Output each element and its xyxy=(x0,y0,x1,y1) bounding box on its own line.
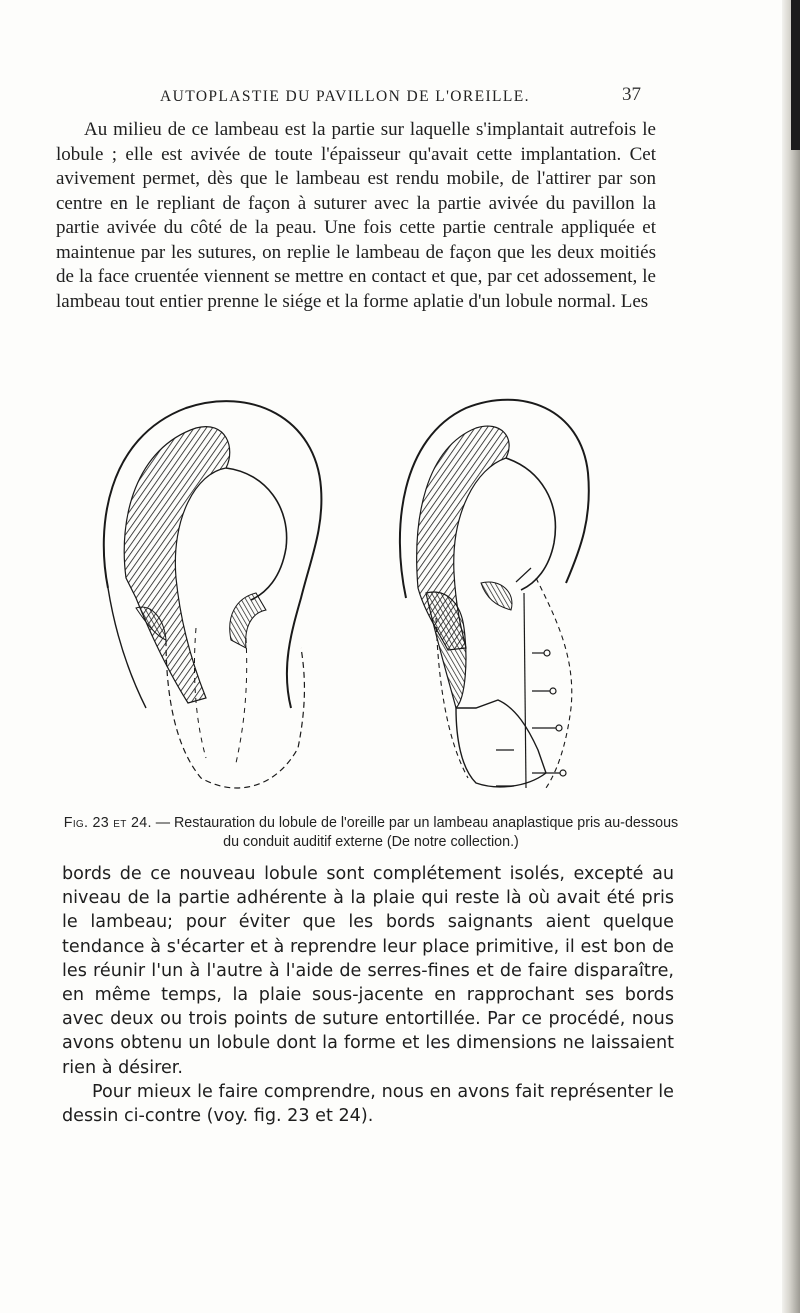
right-antihelix xyxy=(506,458,555,590)
left-concha-shading xyxy=(230,593,266,648)
right-concha-shading xyxy=(426,592,466,708)
page-header xyxy=(0,84,800,114)
figure-23-ear xyxy=(104,401,322,788)
body-paragraph-2: Pour mieux le faire comprendre, nous en avons fait représenter le dessin ci-contre (voy. fig. 23 et 24). xyxy=(62,1081,674,1127)
left-antihelix xyxy=(226,468,287,600)
right-flap-dotted-right xyxy=(536,578,572,788)
top-paragraph-block xyxy=(56,118,656,314)
left-flap-inner-dotted-2 xyxy=(236,638,247,763)
right-new-lobule xyxy=(456,700,546,787)
figure-caption xyxy=(60,814,682,852)
page-number: 37 xyxy=(622,84,641,105)
body-paragraph-1: bords de ce nouveau lobule sont complétement isolés, excepté au niveau de la partie adhérente à la plaie qui reste là où avait été pris le lambeau; pour éviter que les bords saignants aient quelque tendance à s'écarter et à reprendre leur place primitive, il est bon de les réunir l'un à l'autre à l'aide de serres-fines et de faire disparaître, en même temps, la plaie sous-jacente en rapprochant ses bords avec deux ou trois points de suture entortillée. Par ce procédé, nous avons obtenu un lobule dont la forme et les dimensions ne laissaient rien à désirer. xyxy=(62,864,674,1078)
left-helix-shading xyxy=(124,427,230,703)
running-head: AUTOPLASTIE DU PAVILLON DE L'OREILLE. xyxy=(160,88,530,105)
body-text xyxy=(62,862,674,1128)
page-edge-binding xyxy=(791,0,800,150)
top-paragraph: Au milieu de ce lambeau est la partie sur laquelle s'implantait autrefois le lobule ; elle est avivée de toute l'épaisseur qu'avait cette implantation. Cet avivement permet, dès que le lambeau est rendu mobile, de l'attirer par son centre en le repliant de façon à suturer avec la partie avivée du pavillon la partie avivée du côté de la peau. Une fois cette partie centrale appliquée et maintenue par les sutures, on replie le lambeau de façon que les deux moitiés de la face cruentée viennent se mettre en contact et que, par cet adossement, le lambeau tout entier prenne le siége et la forme aplatie d'un lobule normal. Les xyxy=(56,119,656,312)
figure-24-ear xyxy=(400,400,589,788)
figure-caption-label: Fig. 23 et 24. xyxy=(63,815,152,831)
suture-marks xyxy=(496,650,566,786)
ear-figure xyxy=(76,378,676,814)
right-vertical-line xyxy=(524,593,526,788)
right-helix-shading xyxy=(417,426,509,650)
page-edge-shadow xyxy=(782,0,800,1313)
right-pointer-line xyxy=(516,568,531,582)
ear-illustration xyxy=(76,378,676,814)
figure-caption-text: — Restauration du lobule de l'oreille par un lambeau anaplastique pris au-dessous du conduit auditif externe (De notre collection.) xyxy=(151,815,679,850)
right-antitragus-shading xyxy=(481,582,512,610)
